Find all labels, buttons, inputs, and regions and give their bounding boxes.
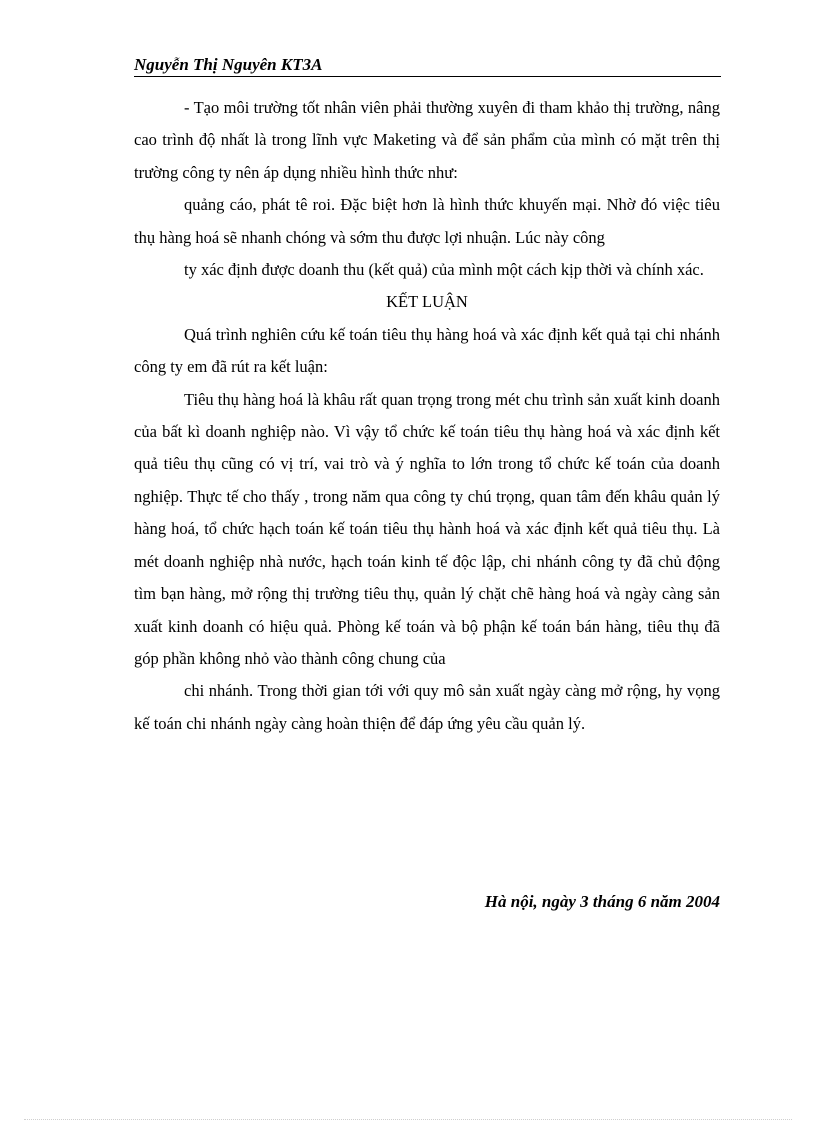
section-title: KẾT LUẬN [386,292,468,312]
paragraph-conclusion-intro: Quá trình nghiên cứu kế toán tiêu thụ hàng hoá và xác định kết quả tại chi nhánh công ty em đã rút ra kết luận: [134,324,720,377]
paragraph-revenue: ty xác định được doanh thu (kết quả) của mình một cách kịp thời và chính xác. [184,260,704,280]
paragraph-promotion: quảng cáo, phát tê roi. Đặc biệt hơn là hình thức khuyến mại. Nhờ đó việc tiêu thụ hàng hoá sẽ nhanh chóng và sớm thu được lợi nhuận. Lúc này công [134,195,720,247]
document-body [134,92,720,740]
paragraph-recommendation: - Tạo môi trường tốt nhân viên phải thường xuyên đi tham khảo thị trường, nâng cao trình độ nhất là trong lĩnh vực Maketing và để sản phẩm của mình có mặt trên thị trường công ty nên áp dụng nhiều hình thức như: [134,98,720,182]
place-date-signoff: Hà nội, ngày 3 tháng 6 năm 2004 [484,892,720,911]
paragraph-conclusion-main: Tiêu thụ hàng hoá là khâu rất quan trọng trong mét chu trình sản xuất kinh doanh của bất kì doanh nghiệp nào. Vì vậy tổ chức kế toán tiêu thụ hàng hoá và xác định kết quả tiêu thụ cũng có vị trí, vai trò và ý nghĩa to lớn trong tổ chức kế toán của doanh nghiệp. Thực tế cho thấy , trong năm qua công ty chú trọng, quan tâm đến khâu quản lý hàng hoá, tổ chức hạch toán kế toán tiêu thụ hành hoá và xác định kết quả tiêu thụ. Là mét doanh nghiệp nhà nước, hạch toán kinh tế độc lập, chi nhánh công ty đã chủ động tìm bạn hàng, mở rộng thị trường tiêu thụ, quản lý chặt chẽ hàng hoá và ngày càng sản xuất kinh doanh có hiệu quả. Phòng kế toán và bộ phận kế toán bán hàng, tiêu thụ đã góp phần không nhỏ vào thành công chung của [134,389,720,668]
footer-dotted-rule [24,1119,792,1120]
paragraph-conclusion-outlook: chi nhánh. Trong thời gian tới với quy mô sản xuất ngày càng mở rộng, hy vọng kế toán chi nhánh ngày càng hoàn thiện để đáp ứng yêu cầu quản lý. [134,681,720,733]
page-header: Nguyễn Thị Nguyên KT3A [134,55,323,74]
header-rule [134,76,721,77]
